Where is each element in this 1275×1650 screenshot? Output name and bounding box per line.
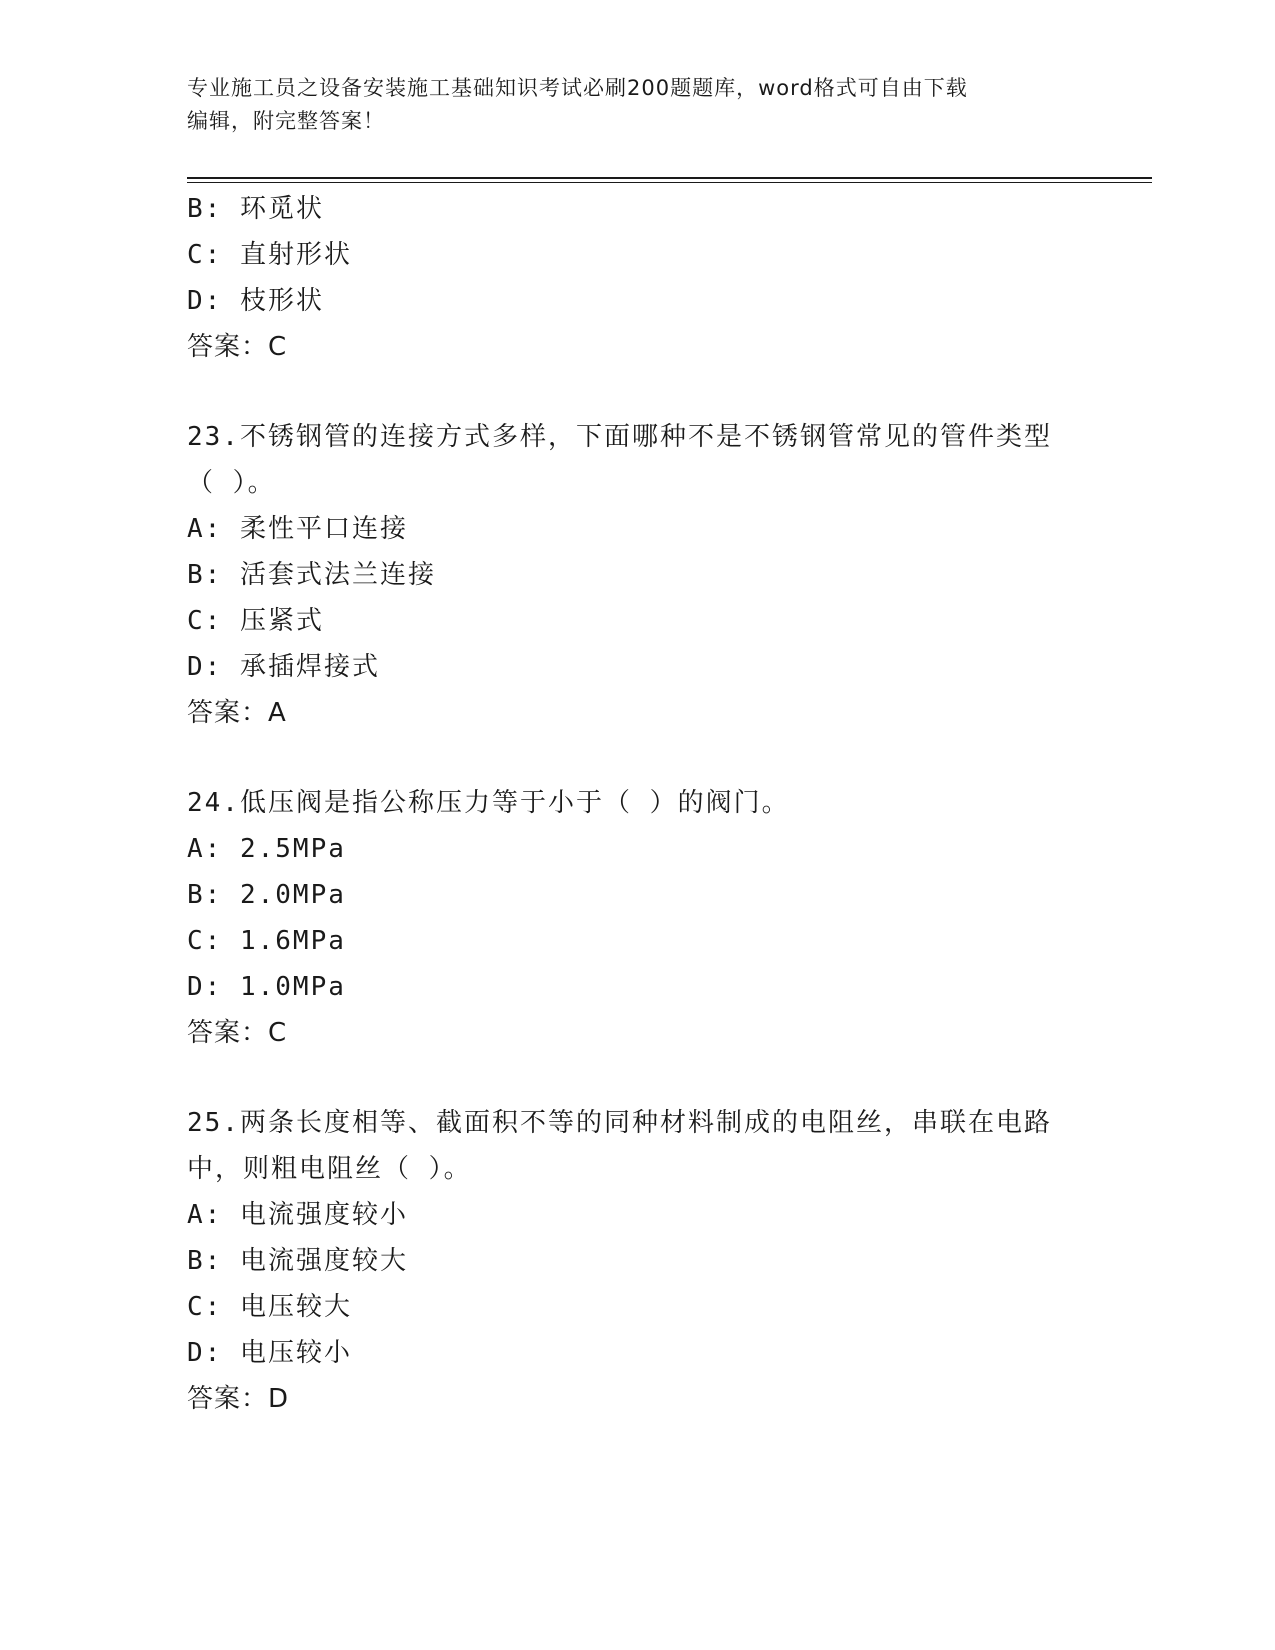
answer-line: 答案：A (187, 698, 287, 728)
option-label: B: (187, 880, 223, 910)
option-d (187, 644, 1087, 690)
option-b (187, 186, 1087, 232)
option-label: B: (187, 560, 223, 590)
option-b (187, 552, 1087, 598)
question-23 (187, 414, 1087, 736)
question-text: 25.两条长度相等、截面积不等的同种材料制成的电阻丝，串联在电路 (187, 1108, 1052, 1138)
option-a (187, 826, 1087, 872)
option-text: 电流强度较大 (239, 1246, 408, 1276)
option-c (187, 232, 1087, 278)
question-content (187, 186, 1087, 1422)
header-line-2: 编辑，附完整答案！ (187, 109, 385, 133)
option-label: D: (187, 1338, 223, 1368)
option-text: 电压较大 (239, 1292, 352, 1322)
option-a (187, 1192, 1087, 1238)
option-label: D: (187, 972, 223, 1002)
header-line-1: 专业施工员之设备安装施工基础知识考试必刷200题题库，word格式可自由下载 (187, 76, 968, 100)
option-b (187, 872, 1087, 918)
option-label: A: (187, 514, 223, 544)
option-text: 1.0MPa (239, 972, 346, 1002)
question-text-cont: （ ）。 (187, 468, 276, 498)
option-b (187, 1238, 1087, 1284)
option-text: 枝形状 (239, 286, 324, 316)
option-text: 2.0MPa (239, 880, 346, 910)
option-d (187, 964, 1087, 1010)
option-text: 压紧式 (239, 606, 324, 636)
carryover-block (187, 186, 1087, 370)
option-label: C: (187, 240, 223, 270)
question-text-cont: 中，则粗电阻丝（ ）。 (187, 1154, 472, 1184)
option-text: 柔性平口连接 (239, 514, 408, 544)
option-text: 1.6MPa (239, 926, 346, 956)
option-label: C: (187, 1292, 223, 1322)
answer-line: 答案：C (187, 1018, 288, 1048)
option-d (187, 1330, 1087, 1376)
option-d (187, 278, 1087, 324)
question-text: 23.不锈钢管的连接方式多样，下面哪种不是不锈钢管常见的管件类型 (187, 422, 1052, 452)
option-label: C: (187, 606, 223, 636)
option-text: 活套式法兰连接 (239, 560, 436, 590)
option-text: 环觅状 (239, 194, 324, 224)
option-label: C: (187, 926, 223, 956)
question-25 (187, 1100, 1087, 1422)
option-label: A: (187, 1200, 223, 1230)
option-text: 电压较小 (239, 1338, 352, 1368)
option-a (187, 506, 1087, 552)
document-header (187, 72, 1067, 138)
answer-line: 答案：C (187, 332, 288, 362)
question-24 (187, 780, 1087, 1056)
option-text: 承插焊接式 (239, 652, 380, 682)
header-rule-thin (187, 182, 1152, 183)
option-c (187, 598, 1087, 644)
option-text: 直射形状 (239, 240, 352, 270)
header-rule-thick (187, 177, 1152, 179)
option-label: D: (187, 652, 223, 682)
option-c (187, 1284, 1087, 1330)
option-label: D: (187, 286, 223, 316)
option-text: 电流强度较小 (239, 1200, 408, 1230)
option-c (187, 918, 1087, 964)
option-label: B: (187, 194, 223, 224)
question-text: 24.低压阀是指公称压力等于小于（ ）的阀门。 (187, 788, 790, 818)
option-label: A: (187, 834, 223, 864)
option-text: 2.5MPa (239, 834, 346, 864)
answer-line: 答案：D (187, 1384, 290, 1414)
option-label: B: (187, 1246, 223, 1276)
